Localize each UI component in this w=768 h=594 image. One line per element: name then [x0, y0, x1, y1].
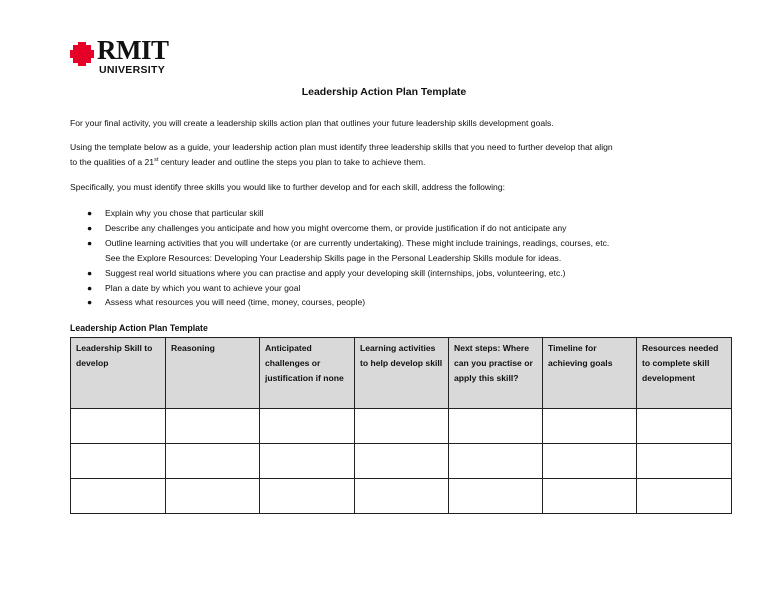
- list-item-text: Suggest real world situations where you can practise and apply your developing skill (internships, jobs, volunteering, etc.): [105, 267, 566, 278]
- list-item: [87, 236, 727, 251]
- table-row: [71, 444, 732, 479]
- list-item-text: Explain why you chose that particular skill: [105, 208, 264, 218]
- table-cell[interactable]: [637, 409, 732, 444]
- list-item-text: Plan a date by which you want to achieve your goal: [105, 282, 301, 293]
- header-reasoning: Reasoning: [166, 338, 260, 409]
- table-cell[interactable]: [166, 444, 260, 479]
- template-guide-paragraph: [70, 140, 730, 170]
- table-cell[interactable]: [637, 444, 732, 479]
- list-item: [87, 281, 727, 296]
- table-cell[interactable]: [355, 479, 449, 514]
- list-item: [87, 221, 727, 236]
- header-resources: Resources needed to complete skill development: [637, 338, 732, 409]
- logo-subtitle: UNIVERSITY: [99, 64, 166, 76]
- header-timeline: Timeline for achieving goals: [543, 338, 637, 409]
- header-challenges: Anticipated challenges or justification if none: [260, 338, 355, 409]
- bullet-icon: ●: [87, 282, 93, 293]
- table-caption: Leadership Action Plan Template: [70, 323, 208, 333]
- logo-name: RMIT: [97, 35, 169, 65]
- intro-paragraph: For your final activity, you will create a leadership skills action plan that outlines your future leadership skills development goals.: [70, 118, 554, 128]
- table-cell[interactable]: [543, 444, 637, 479]
- list-item-text: Assess what resources you will need (time, money, courses, people): [105, 297, 366, 308]
- header-leadership-skill: Leadership Skill to develop: [71, 338, 166, 409]
- rmit-logo: [70, 35, 170, 76]
- table-row: [71, 479, 732, 514]
- table-cell[interactable]: [355, 409, 449, 444]
- list-item: [87, 266, 727, 281]
- document-title: Leadership Action Plan Template: [301, 86, 467, 98]
- list-item-text: Describe any challenges you anticipate and how you might overcome them, or provide justification if do not anticipate any: [105, 222, 567, 233]
- table-cell[interactable]: [166, 479, 260, 514]
- action-plan-table: [70, 337, 732, 514]
- table-cell[interactable]: [260, 479, 355, 514]
- instructions-paragraph: Specifically, you must identify three skills you would like to further develop and for each skill, address the following:: [70, 182, 505, 192]
- table-header-row: [71, 338, 732, 409]
- bullet-icon: ●: [87, 208, 93, 218]
- list-item: [87, 295, 727, 310]
- bullet-icon: ●: [87, 222, 93, 233]
- guide-line-1: Using the template below as a guide, your leadership action plan must identify three leadership skills that you need to further develop that align: [70, 142, 613, 152]
- table-cell[interactable]: [71, 444, 166, 479]
- rmit-pixel-logo-icon: [70, 42, 94, 66]
- guide-line-2-post: century leader and outline the steps you plan to take to achieve them.: [158, 157, 426, 167]
- bullet-icon: ●: [87, 267, 93, 278]
- table-cell[interactable]: [449, 409, 543, 444]
- table-cell[interactable]: [543, 479, 637, 514]
- table-cell[interactable]: [260, 444, 355, 479]
- bullet-icon: ●: [87, 237, 93, 248]
- table-cell[interactable]: [71, 409, 166, 444]
- bullet-icon: ●: [87, 297, 93, 308]
- guide-line-2-sup: st: [154, 157, 159, 164]
- table-cell[interactable]: [637, 479, 732, 514]
- table-cell[interactable]: [166, 409, 260, 444]
- header-learning-activities: Learning activities to help develop skill: [355, 338, 449, 409]
- requirements-list: [87, 206, 727, 310]
- table-cell[interactable]: [71, 479, 166, 514]
- header-next-steps: Next steps: Where can you practise or apply this skill?: [449, 338, 543, 409]
- list-item-text: Outline learning activities that you will undertake (or are currently undertaking). These might include trainings, readings, courses, etc.: [105, 237, 610, 248]
- list-item-continuation: [87, 251, 727, 266]
- list-item-text: See the Explore Resources: Developing Your Leadership Skills page in the Personal Leadership Skills module for ideas.: [105, 252, 562, 263]
- table-cell[interactable]: [543, 409, 637, 444]
- list-item: [87, 206, 727, 221]
- table-row: [71, 409, 732, 444]
- guide-line-2-pre: to the qualities of a 21: [70, 157, 155, 167]
- table-cell[interactable]: [449, 479, 543, 514]
- table-cell[interactable]: [449, 444, 543, 479]
- table-cell[interactable]: [355, 444, 449, 479]
- table-cell[interactable]: [260, 409, 355, 444]
